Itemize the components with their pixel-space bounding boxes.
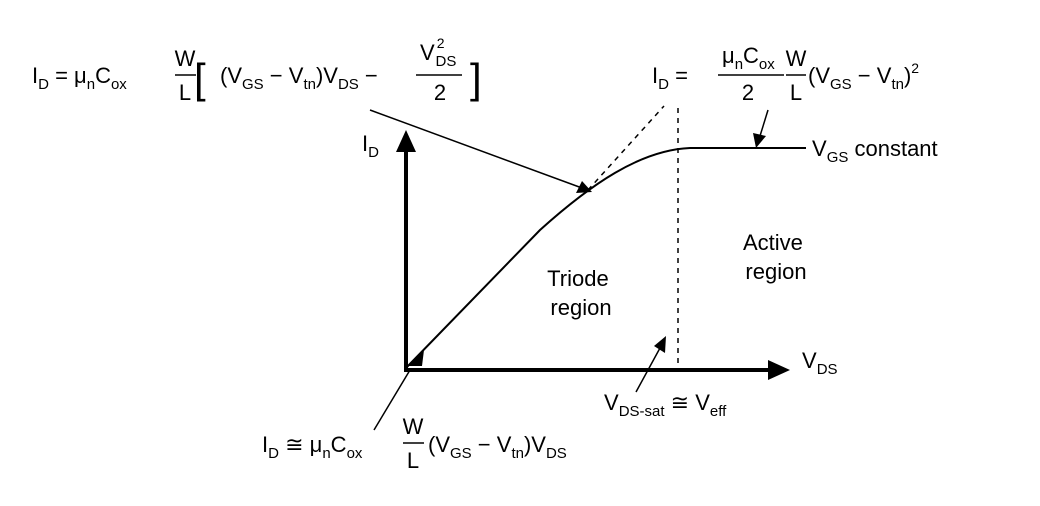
origin-arrow-tip <box>408 350 424 366</box>
saturation-equation <box>652 43 919 105</box>
svg-text:L: L <box>789 80 803 105</box>
svg-text:W: W <box>174 46 196 71</box>
linear-equation <box>262 414 567 473</box>
vgs-constant-label: $V_{GS}$ constant <box>812 136 938 166</box>
svg-text:(VGS − Vtn)VDS −: $(V_{GS} - V_{tn})V_{DS}$ − <box>220 63 378 93</box>
svg-text:ID ≅ μnCox: $I_D$ ≅ $\mu_nC_{ox}$ <box>262 432 363 462</box>
svg-text:2: 2 <box>433 80 447 105</box>
triode-region-label: Triode region <box>547 266 612 320</box>
dashed-extension <box>588 106 664 190</box>
x-axis-label: $V_{DS}$ <box>802 348 838 378</box>
svg-text:W: W <box>785 46 807 71</box>
pointer-vdssat-arrowhead <box>654 336 666 353</box>
svg-text:ID = μnCox: $I_D = \mu_nC_{ox}$ <box>32 63 127 93</box>
svg-text:μnCox: $\mu_nC_{ox}$ <box>722 43 775 73</box>
svg-text:2: 2 <box>741 80 755 105</box>
svg-text:[: [ <box>194 55 206 102</box>
svg-text:(VGS − Vtn)2: $(V_{GS} - V_{tn})^2$ <box>808 60 920 93</box>
y-axis-arrowhead <box>396 130 416 152</box>
pointer-saturation-arrowhead <box>753 133 766 148</box>
svg-text:W: W <box>402 414 424 439</box>
y-axis-label: $I_D$ <box>362 131 379 161</box>
triode-equation <box>32 35 482 105</box>
svg-text:]: ] <box>470 55 482 102</box>
svg-text:ID =: $I_D$ = <box>652 63 688 93</box>
svg-text:V2DS: V $^2$ DS <box>420 35 457 70</box>
vds-sat-label: $V_{DS-sat}$ ≅ $V_{eff}$ <box>604 390 727 420</box>
id-vds-curve <box>406 148 806 368</box>
x-axis-arrowhead <box>768 360 790 380</box>
svg-text:L: L <box>178 80 192 105</box>
pointer-saturation-equation <box>760 110 768 136</box>
active-region-label: Active region <box>742 230 807 284</box>
svg-text:L: L <box>406 448 420 473</box>
svg-text:(VGS − Vtn)VDS: $(V_{GS} - V_{tn})V_{DS}$ <box>428 432 567 462</box>
